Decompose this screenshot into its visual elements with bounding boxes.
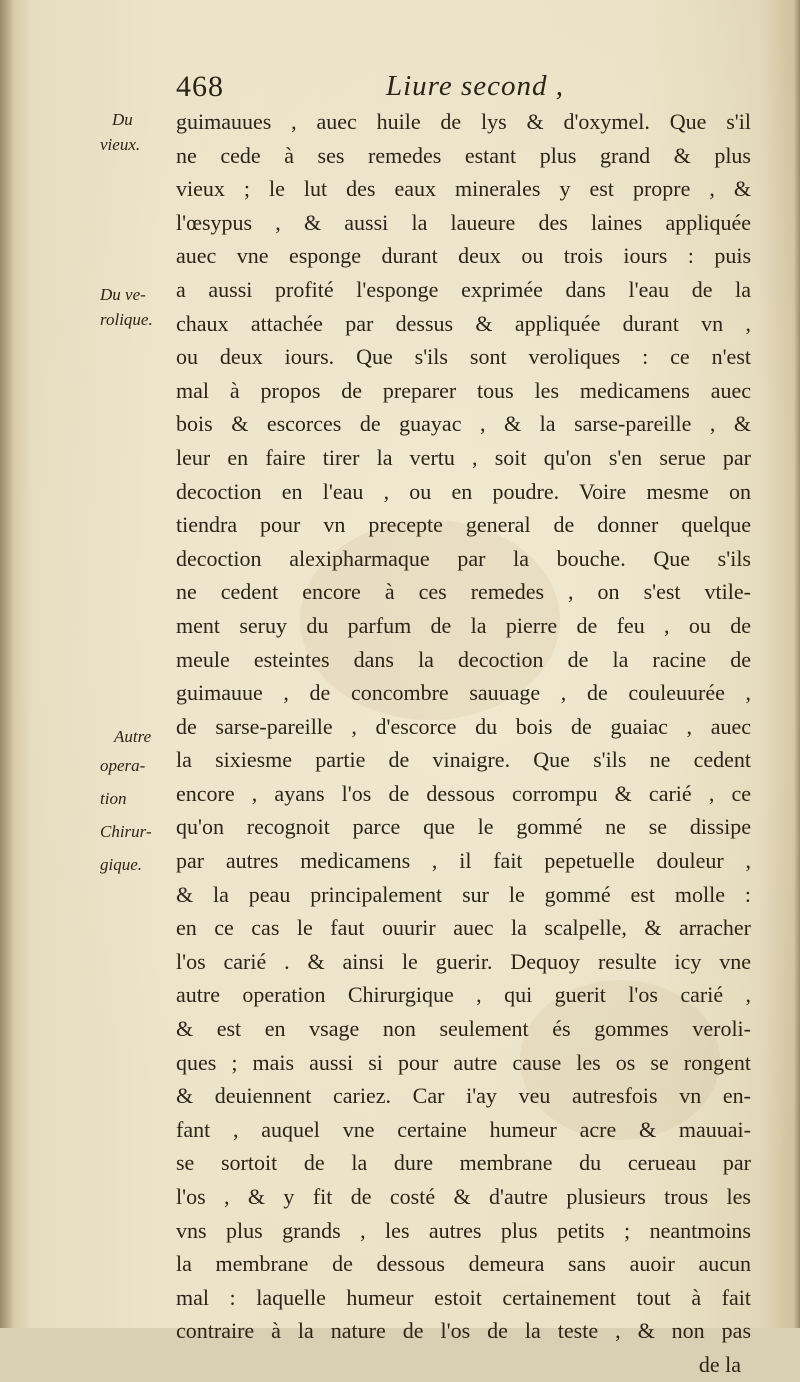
text-line: fant , auquel vne certaine humeur acre & mauuai- [176, 1116, 751, 1142]
text-line: contraire à la nature de l'os de la teste , & non pas [176, 1318, 751, 1344]
text-line: vieux ; le lut des eaux minerales y est propre , & [176, 176, 751, 202]
text-line: a aussi profité l'esponge exprimée dans l'eau de la [176, 276, 751, 302]
margin-note-line: vieux. [100, 135, 141, 154]
text-line: de la [698, 1351, 741, 1377]
text-line: autre operation Chirurgique , qui guerit l'os carié , [176, 982, 751, 1008]
text-line: l'os carié . & ainsi le guerir. Dequoy resulte icy vne [176, 948, 751, 974]
text-line: de sarse-pareille , d'escorce du bois de guaiac , auec [176, 713, 751, 739]
text-line: ment seruy du parfum de la pierre de feu , ou de [176, 612, 751, 638]
margin-note-line: gique. [100, 855, 143, 874]
text-line: leur en faire tirer la vertu , soit qu'on s'en serue par [176, 444, 751, 470]
page-number: 468 [176, 70, 224, 103]
text-line: en ce cas le faut ouurir auec la scalpelle, & arracher [176, 915, 751, 941]
margin-note-line: Chirur- [100, 822, 152, 841]
text-line: la sixiesme partie de vinaigre. Que s'ils ne cedent [176, 747, 751, 773]
margin-note-du-vieux [100, 107, 172, 157]
margin-note-autre-operation [100, 724, 172, 881]
margin-notes [0, 0, 170, 1328]
text-line: meule esteintes dans la decoction de la racine de [176, 646, 751, 672]
text-line: decoction en l'eau , ou en poudre. Voire mesme on [176, 478, 751, 504]
text-line: ne cede à ses remedes estant plus grand & plus [176, 142, 751, 168]
text-line: tiendra pour vn precepte general de donner quelque [176, 512, 751, 538]
text-line: se sortoit de la dure membrane du cerueau par [176, 1150, 751, 1176]
text-line: vns plus grands , les autres plus petits ; neantmoins [176, 1217, 751, 1243]
text-line: mal à propos de preparer tous les medicamens auec [176, 377, 751, 403]
text-line: encore , ayans l'os de dessous corrompu & carié , ce [176, 780, 751, 806]
margin-note-line: opera- [100, 756, 146, 775]
margin-note-line: tion [100, 789, 127, 808]
text-line: ne cedent encore à ces remedes , on s'est vtile- [176, 579, 751, 605]
margin-note-line: Du [112, 110, 133, 129]
text-line: auec vne esponge durant deux ou trois iours : puis [176, 243, 751, 269]
text-line: ou deux iours. Que s'ils sont veroliques : ce n'est [176, 344, 751, 370]
margin-note-line: Du ve- [100, 285, 146, 304]
text-line: bois & escorces de guayac , & la sarse-pareille , & [176, 411, 751, 437]
text-line: l'os , & y fit de costé & d'autre plusieurs trous les [176, 1184, 751, 1209]
text-line: qu'on recognoit parce que le gommé ne se dissipe [176, 814, 751, 840]
text-line: par autres medicamens , il fait pepetuelle douleur , [176, 848, 751, 874]
text-line: & la peau principalement sur le gommé est molle : [176, 881, 751, 907]
text-line: mal : laquelle humeur estoit certainement tout à fait [176, 1284, 751, 1310]
text-line: decoction alexipharmaque par la bouche. Que s'ils [176, 545, 751, 571]
page-edge [794, 0, 800, 1328]
text-line: guimauues , auec huile de lys & d'oxymel. Que s'il [176, 109, 751, 134]
text-line: & est en vsage non seulement és gommes veroli- [176, 1016, 751, 1042]
margin-note-du-verolique [100, 282, 172, 332]
text-line: guimauue , de concombre sauuage , de couleuurée , [176, 680, 751, 706]
text-line: & deuiennent cariez. Car i'ay veu autresfois vn en- [176, 1083, 751, 1109]
margin-note-line: rolique. [100, 310, 153, 329]
margin-note-line: Autre [114, 727, 152, 746]
running-head: Liure second , [386, 70, 565, 102]
text-line: la membrane de dessous demeura sans auoir aucun [176, 1251, 751, 1277]
text-line: chaux attachée par dessus & appliquée durant vn , [176, 310, 751, 336]
text-line: ques ; mais aussi si pour autre cause les os se rongent [176, 1049, 751, 1075]
body-text [176, 105, 751, 1382]
text-line: l'œsypus , & aussi la laueure des laines appliquée [176, 209, 751, 235]
